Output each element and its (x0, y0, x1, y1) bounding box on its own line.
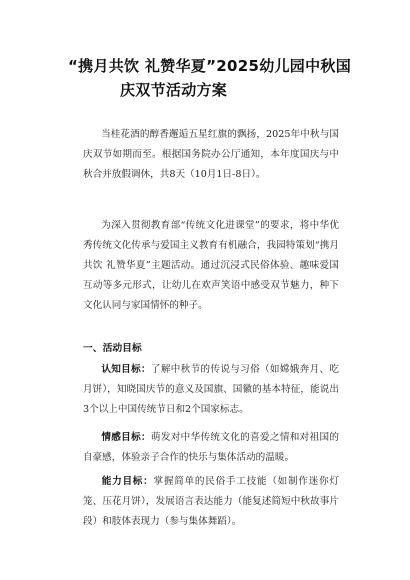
goal-cognitive (83, 360, 339, 420)
intro-paragraph-1 (83, 125, 339, 185)
goal-label: 能力目标： (101, 476, 154, 487)
intro-paragraph-2 (83, 216, 339, 316)
goal-label: 认知目标： (101, 364, 151, 375)
document-title-line1: “携月共饮 礼赞华夏”2025幼儿园中秋国 (68, 57, 351, 75)
goal-text: 掌握简单的民俗手工技能（如制作迷你灯笼、压花月饼），发展语言表达能力（能复述简短中秋故事片段）和肢体表现力（参与集体舞蹈）。 (83, 476, 340, 527)
section-heading-goals: 一、活动目标 (83, 343, 142, 354)
intro-paragraph-2-text: 为深入贯彻教育部“传统文化进课堂”的要求，将中华优秀传统文化传承与爱国主义教育有机融合，我园特策划“携月共饮 礼赞华夏”主题活动。通过沉浸式民俗体验、趣味爱国互动等多元形式，让幼儿在欢声笑语中感受双节魅力，种下文化认同与家国情怀的种子。 (83, 220, 339, 311)
intro-paragraph-1-text: 当桂花酒的醇香邂逅五星红旗的飘扬，2025年中秋与国庆双节如期而至。根据国务院办公厅通知，本年度国庆与中秋合并放假调休，共8天（10月1日-8日）。 (83, 129, 339, 180)
goal-emotional (83, 428, 339, 468)
document-title-line2: 庆双节活动方案 (120, 81, 228, 99)
goal-ability (83, 472, 339, 532)
goal-label: 情感目标： (101, 432, 151, 443)
goal-text: 了解中秋节的传说与习俗（如嫦娥奔月、吃月饼），知晓国庆节的意义及国旗、国徽的基本特征，能说出3个以上中国传统节日和2个国家标志。 (83, 364, 339, 415)
goal-text: 萌发对中华传统文化的喜爱之情和对祖国的自豪感，体验亲子合作的快乐与集体活动的温暖。 (83, 432, 339, 463)
